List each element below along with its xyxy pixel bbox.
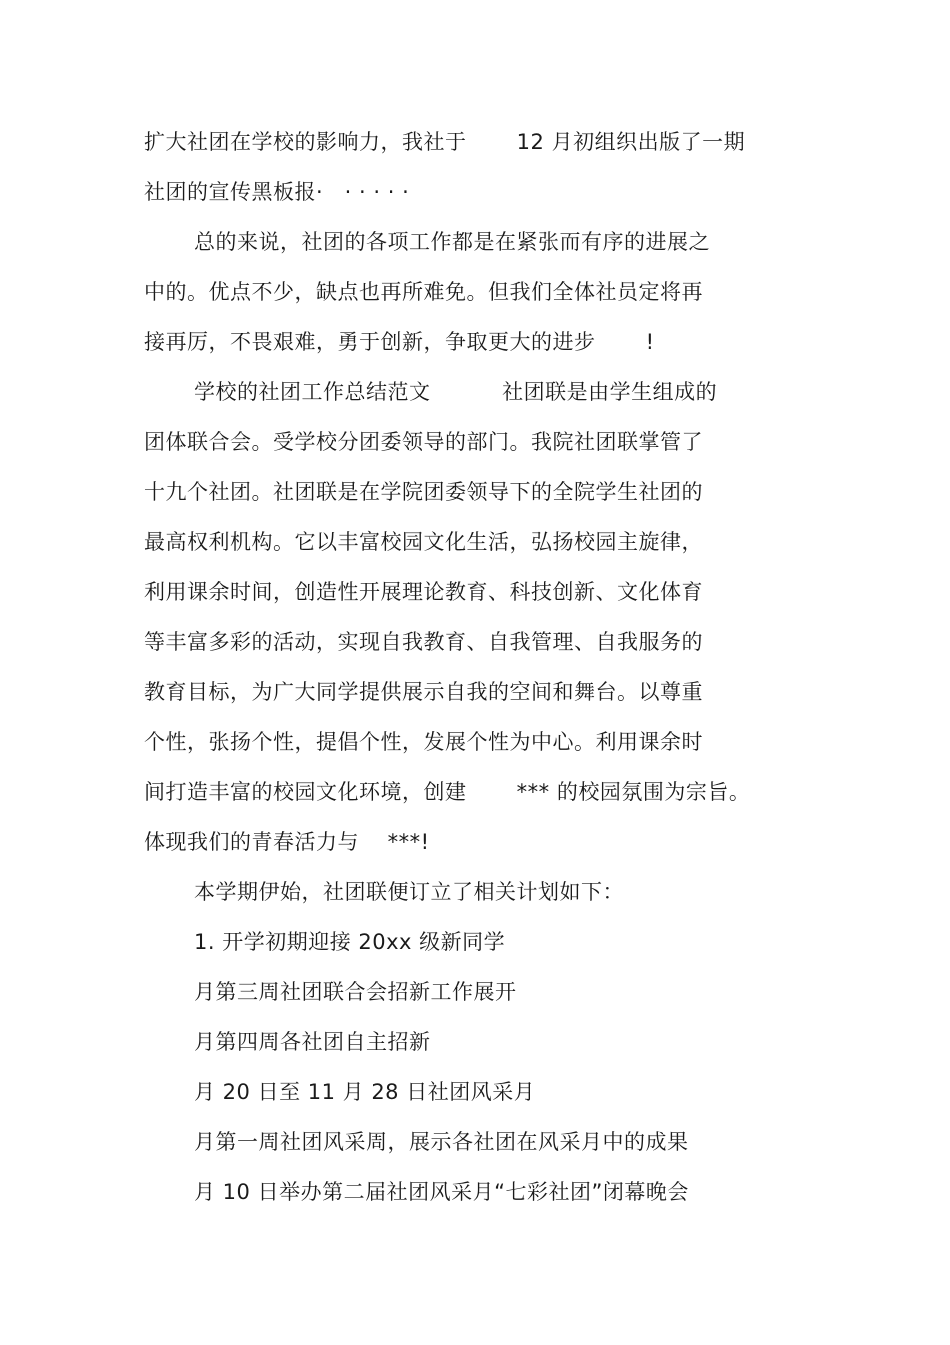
paragraph-line: 总的来说，社团的各项工作都是在紧张而有序的进展之 — [194, 230, 710, 254]
paragraph-line: 扩大社团在学校的影响力，我社于 12 月初组织出版了一期 — [144, 130, 746, 154]
paragraph-line: 教育目标，为广大同学提供展示自我的空间和舞台。以尊重 — [144, 680, 703, 704]
paragraph-line: 社团的宣传黑板报· · · · · · — [144, 180, 410, 204]
list-item: 月第四周各社团自主招新 — [194, 1030, 431, 1054]
paragraph-line: 最高权利机构。它以丰富校园文化生活，弘扬校园主旋律， — [144, 530, 703, 554]
paragraph-line: 团体联合会。受学校分团委领导的部门。我院社团联掌管了 — [144, 430, 703, 454]
list-item: 月 10 日举办第二届社团风采月“七彩社团”闭幕晚会 — [194, 1180, 689, 1204]
paragraph-line: 间打造丰富的校园文化环境，创建 *** 的校园氛围为宗旨。 — [144, 780, 751, 804]
paragraph-line: 体现我们的青春活力与 ***! — [144, 830, 430, 854]
paragraph-line: 本学期伊始，社团联便订立了相关计划如下： — [194, 880, 624, 904]
paragraph-line: 个性，张扬个性，提倡个性，发展个性为中心。利用课余时 — [144, 730, 703, 754]
paragraph-line: 中的。优点不少，缺点也再所难免。但我们全体社员定将再 — [144, 280, 703, 304]
paragraph-line: 利用课余时间，创造性开展理论教育、科技创新、文化体育 — [144, 580, 703, 604]
paragraph-line: 十九个社团。社团联是在学院团委领导下的全院学生社团的 — [144, 480, 703, 504]
list-item: 月 20 日至 11 月 28 日社团风采月 — [194, 1080, 536, 1104]
paragraph-line: 等丰富多彩的活动，实现自我教育、自我管理、自我服务的 — [144, 630, 703, 654]
list-item: 1. 开学初期迎接 20xx 级新同学 — [194, 930, 506, 954]
paragraph-line: 接再厉，不畏艰难，勇于创新，争取更大的进步 ! — [144, 330, 655, 354]
paragraph-line: 学校的社团工作总结范文 社团联是由学生组成的 — [194, 380, 718, 404]
list-item: 月第三周社团联合会招新工作展开 — [194, 980, 517, 1004]
list-item: 月第一周社团风采周，展示各社团在风采月中的成果 — [194, 1130, 689, 1154]
